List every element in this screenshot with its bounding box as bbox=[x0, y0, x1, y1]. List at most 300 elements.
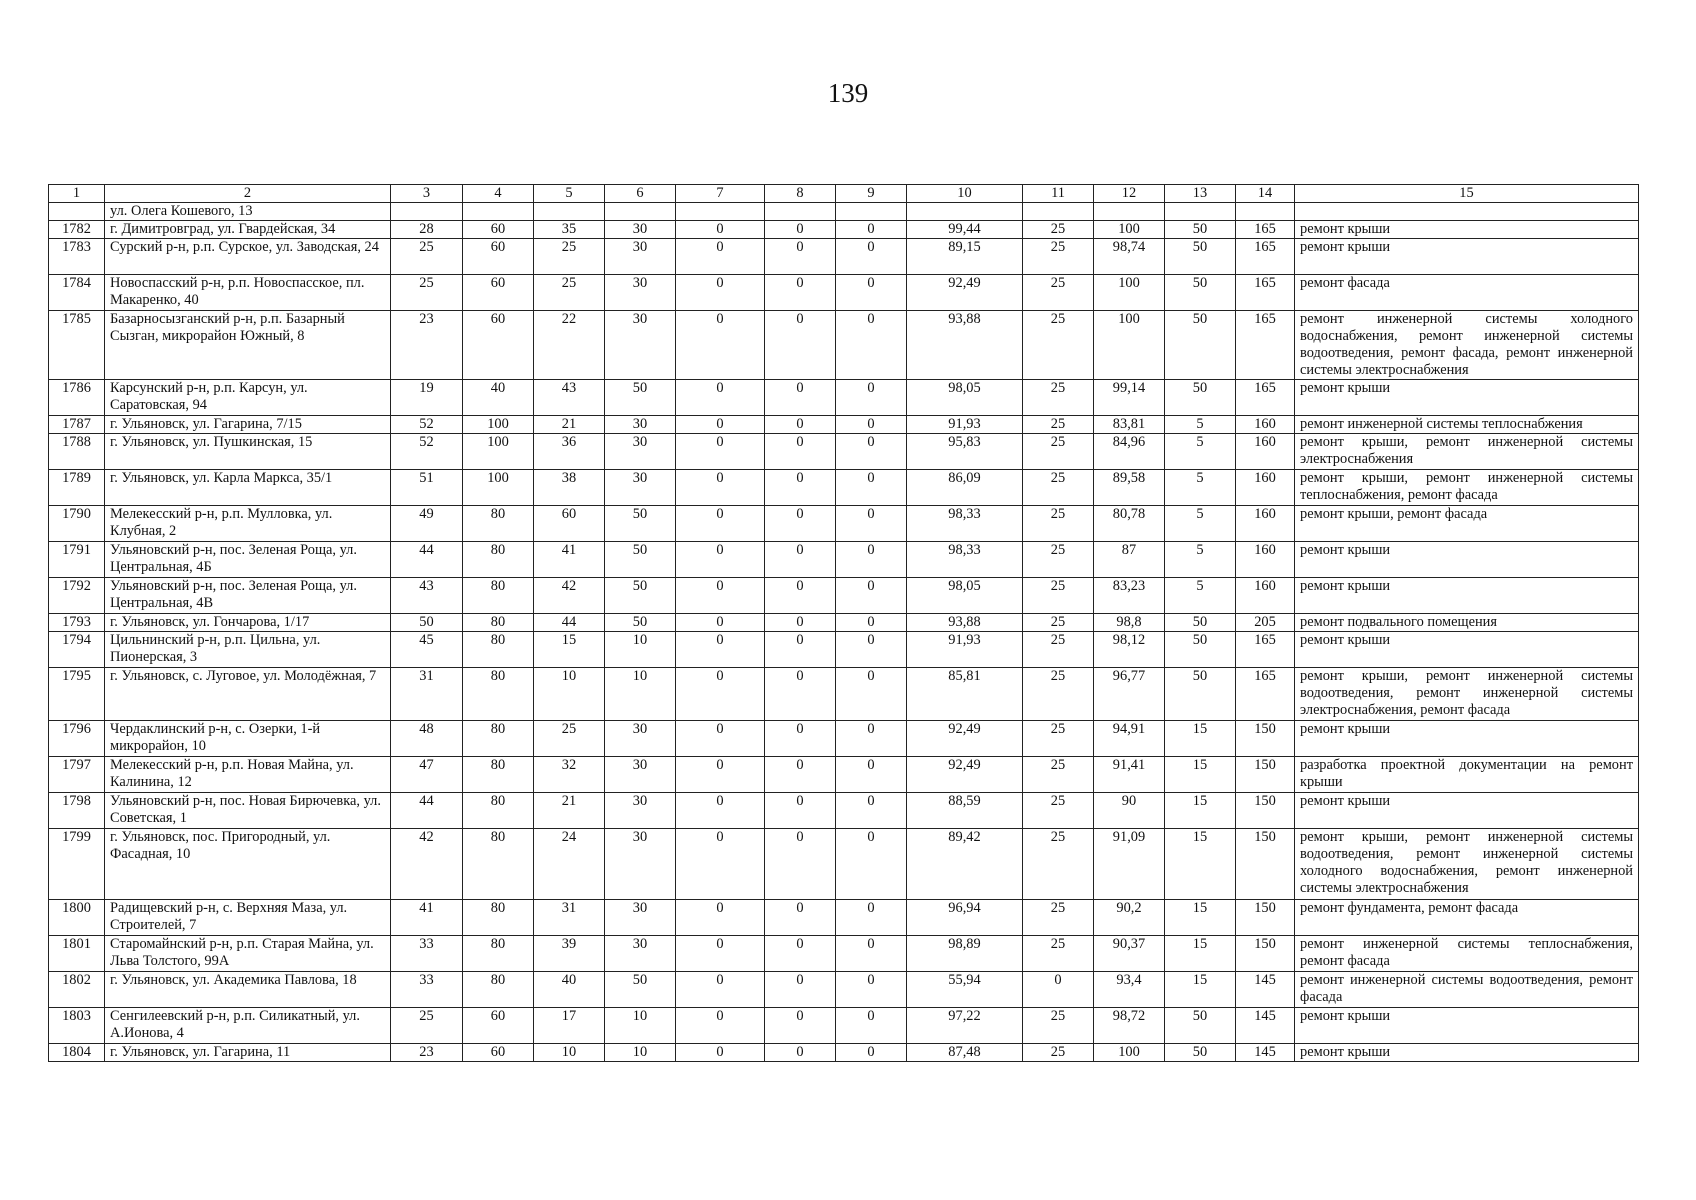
row-number-cell: 1788 bbox=[49, 434, 105, 470]
value-cell: 15 bbox=[1165, 972, 1236, 1008]
empty-cell bbox=[391, 203, 463, 221]
value-cell: 88,59 bbox=[907, 793, 1023, 829]
table-row bbox=[49, 668, 1639, 721]
value-cell: 150 bbox=[1236, 936, 1295, 972]
value-cell: 0 bbox=[765, 506, 836, 542]
value-cell: 24 bbox=[534, 829, 605, 900]
row-number-cell: 1804 bbox=[49, 1044, 105, 1062]
empty-cell bbox=[49, 203, 105, 221]
value-cell: 0 bbox=[765, 1044, 836, 1062]
empty-cell bbox=[534, 203, 605, 221]
row-number-cell: 1789 bbox=[49, 470, 105, 506]
value-cell: 80 bbox=[463, 578, 534, 614]
value-cell: 98,74 bbox=[1094, 239, 1165, 275]
empty-cell bbox=[765, 203, 836, 221]
value-cell: 10 bbox=[534, 1044, 605, 1062]
value-cell: 160 bbox=[1236, 470, 1295, 506]
value-cell: 0 bbox=[676, 275, 765, 311]
column-header: 1 bbox=[49, 185, 105, 203]
value-cell: 150 bbox=[1236, 721, 1295, 757]
works-cell: ремонт крыши, ремонт инженерной системы электроснабжения bbox=[1295, 434, 1639, 470]
value-cell: 92,49 bbox=[907, 757, 1023, 793]
row-number-cell: 1787 bbox=[49, 416, 105, 434]
value-cell: 47 bbox=[391, 757, 463, 793]
value-cell: 150 bbox=[1236, 900, 1295, 936]
value-cell: 96,77 bbox=[1094, 668, 1165, 721]
value-cell: 44 bbox=[391, 793, 463, 829]
value-cell: 0 bbox=[836, 275, 907, 311]
works-cell: ремонт фасада bbox=[1295, 275, 1639, 311]
value-cell: 100 bbox=[1094, 275, 1165, 311]
column-header: 10 bbox=[907, 185, 1023, 203]
value-cell: 0 bbox=[836, 632, 907, 668]
value-cell: 0 bbox=[676, 221, 765, 239]
value-cell: 0 bbox=[765, 542, 836, 578]
value-cell: 30 bbox=[605, 757, 676, 793]
value-cell: 30 bbox=[605, 275, 676, 311]
address-cell: Новоспасский р-н, р.п. Новоспасское, пл. Макаренко, 40 bbox=[105, 275, 391, 311]
value-cell: 89,42 bbox=[907, 829, 1023, 900]
row-number-cell: 1790 bbox=[49, 506, 105, 542]
empty-cell bbox=[463, 203, 534, 221]
value-cell: 0 bbox=[765, 614, 836, 632]
value-cell: 80 bbox=[463, 506, 534, 542]
value-cell: 10 bbox=[605, 668, 676, 721]
column-header: 6 bbox=[605, 185, 676, 203]
value-cell: 96,94 bbox=[907, 900, 1023, 936]
value-cell: 0 bbox=[676, 900, 765, 936]
value-cell: 50 bbox=[1165, 668, 1236, 721]
row-number-cell: 1799 bbox=[49, 829, 105, 900]
value-cell: 50 bbox=[1165, 311, 1236, 380]
value-cell: 165 bbox=[1236, 380, 1295, 416]
value-cell: 98,12 bbox=[1094, 632, 1165, 668]
value-cell: 25 bbox=[391, 1008, 463, 1044]
value-cell: 80 bbox=[463, 542, 534, 578]
value-cell: 25 bbox=[1023, 239, 1094, 275]
value-cell: 50 bbox=[605, 578, 676, 614]
value-cell: 15 bbox=[1165, 793, 1236, 829]
value-cell: 165 bbox=[1236, 239, 1295, 275]
value-cell: 0 bbox=[765, 668, 836, 721]
value-cell: 50 bbox=[1165, 275, 1236, 311]
value-cell: 100 bbox=[1094, 221, 1165, 239]
value-cell: 80 bbox=[463, 614, 534, 632]
address-cell: г. Ульяновск, ул. Гагарина, 7/15 bbox=[105, 416, 391, 434]
value-cell: 0 bbox=[765, 239, 836, 275]
value-cell: 41 bbox=[534, 542, 605, 578]
value-cell: 80 bbox=[463, 972, 534, 1008]
value-cell: 0 bbox=[836, 721, 907, 757]
value-cell: 160 bbox=[1236, 434, 1295, 470]
value-cell: 0 bbox=[676, 470, 765, 506]
row-number-cell: 1798 bbox=[49, 793, 105, 829]
value-cell: 90,37 bbox=[1094, 936, 1165, 972]
value-cell: 100 bbox=[463, 416, 534, 434]
address-cell: Цильнинский р-н, р.п. Цильна, ул. Пионерская, 3 bbox=[105, 632, 391, 668]
value-cell: 25 bbox=[1023, 380, 1094, 416]
value-cell: 145 bbox=[1236, 1044, 1295, 1062]
value-cell: 0 bbox=[836, 434, 907, 470]
value-cell: 25 bbox=[1023, 416, 1094, 434]
value-cell: 25 bbox=[1023, 275, 1094, 311]
value-cell: 50 bbox=[605, 972, 676, 1008]
works-cell: ремонт крыши, ремонт инженерной системы водоотведения, ремонт инженерной системы электроснабжения, ремонт фасада bbox=[1295, 668, 1639, 721]
value-cell: 32 bbox=[534, 757, 605, 793]
value-cell: 0 bbox=[765, 275, 836, 311]
value-cell: 0 bbox=[676, 632, 765, 668]
value-cell: 15 bbox=[1165, 900, 1236, 936]
value-cell: 31 bbox=[534, 900, 605, 936]
column-header: 12 bbox=[1094, 185, 1165, 203]
value-cell: 0 bbox=[765, 900, 836, 936]
repair-table bbox=[48, 184, 1639, 1062]
table-row bbox=[49, 829, 1639, 900]
row-number-cell: 1782 bbox=[49, 221, 105, 239]
value-cell: 15 bbox=[534, 632, 605, 668]
value-cell: 22 bbox=[534, 311, 605, 380]
value-cell: 0 bbox=[836, 416, 907, 434]
works-cell: ремонт инженерной системы теплоснабжения, ремонт фасада bbox=[1295, 936, 1639, 972]
address-cell: Базарносызганский р-н, р.п. Базарный Сызган, микрорайон Южный, 8 bbox=[105, 311, 391, 380]
table-row bbox=[49, 275, 1639, 311]
value-cell: 30 bbox=[605, 416, 676, 434]
value-cell: 50 bbox=[605, 542, 676, 578]
value-cell: 86,09 bbox=[907, 470, 1023, 506]
table-row bbox=[49, 470, 1639, 506]
value-cell: 95,83 bbox=[907, 434, 1023, 470]
empty-cell bbox=[1236, 203, 1295, 221]
value-cell: 87 bbox=[1094, 542, 1165, 578]
column-header: 3 bbox=[391, 185, 463, 203]
value-cell: 145 bbox=[1236, 1008, 1295, 1044]
works-cell: ремонт крыши bbox=[1295, 1044, 1639, 1062]
value-cell: 23 bbox=[391, 311, 463, 380]
value-cell: 60 bbox=[463, 1044, 534, 1062]
value-cell: 0 bbox=[765, 757, 836, 793]
value-cell: 0 bbox=[765, 470, 836, 506]
row-number-cell: 1797 bbox=[49, 757, 105, 793]
value-cell: 0 bbox=[765, 632, 836, 668]
value-cell: 99,14 bbox=[1094, 380, 1165, 416]
value-cell: 0 bbox=[836, 239, 907, 275]
value-cell: 92,49 bbox=[907, 275, 1023, 311]
value-cell: 25 bbox=[391, 275, 463, 311]
value-cell: 89,15 bbox=[907, 239, 1023, 275]
value-cell: 98,33 bbox=[907, 542, 1023, 578]
value-cell: 33 bbox=[391, 936, 463, 972]
value-cell: 23 bbox=[391, 1044, 463, 1062]
value-cell: 50 bbox=[605, 380, 676, 416]
continuation-row bbox=[49, 203, 1639, 221]
works-cell: ремонт крыши bbox=[1295, 380, 1639, 416]
value-cell: 41 bbox=[391, 900, 463, 936]
address-cell: Чердаклинский р-н, с. Озерки, 1-й микрорайон, 10 bbox=[105, 721, 391, 757]
value-cell: 35 bbox=[534, 221, 605, 239]
value-cell: 0 bbox=[836, 614, 907, 632]
works-cell: ремонт крыши bbox=[1295, 793, 1639, 829]
table-row bbox=[49, 506, 1639, 542]
value-cell: 0 bbox=[676, 434, 765, 470]
column-header: 8 bbox=[765, 185, 836, 203]
value-cell: 90 bbox=[1094, 793, 1165, 829]
value-cell: 52 bbox=[391, 416, 463, 434]
value-cell: 99,44 bbox=[907, 221, 1023, 239]
value-cell: 0 bbox=[676, 757, 765, 793]
address-cell: г. Димитровград, ул. Гвардейская, 34 bbox=[105, 221, 391, 239]
value-cell: 0 bbox=[765, 793, 836, 829]
value-cell: 80 bbox=[463, 900, 534, 936]
table-row bbox=[49, 614, 1639, 632]
address-cell: Карсунский р-н, р.п. Карсун, ул. Саратовская, 94 bbox=[105, 380, 391, 416]
value-cell: 0 bbox=[836, 793, 907, 829]
row-number-cell: 1803 bbox=[49, 1008, 105, 1044]
value-cell: 40 bbox=[463, 380, 534, 416]
table-row bbox=[49, 972, 1639, 1008]
value-cell: 30 bbox=[605, 311, 676, 380]
value-cell: 19 bbox=[391, 380, 463, 416]
works-cell: ремонт крыши, ремонт фасада bbox=[1295, 506, 1639, 542]
works-cell: ремонт фундамента, ремонт фасада bbox=[1295, 900, 1639, 936]
value-cell: 33 bbox=[391, 972, 463, 1008]
works-cell: ремонт крыши bbox=[1295, 221, 1639, 239]
value-cell: 48 bbox=[391, 721, 463, 757]
works-cell: ремонт крыши, ремонт инженерной системы теплоснабжения, ремонт фасада bbox=[1295, 470, 1639, 506]
value-cell: 30 bbox=[605, 900, 676, 936]
value-cell: 50 bbox=[1165, 380, 1236, 416]
value-cell: 25 bbox=[1023, 542, 1094, 578]
value-cell: 5 bbox=[1165, 542, 1236, 578]
value-cell: 0 bbox=[836, 972, 907, 1008]
value-cell: 30 bbox=[605, 470, 676, 506]
value-cell: 5 bbox=[1165, 416, 1236, 434]
address-cell: Сурский р-н, р.п. Сурское, ул. Заводская, 24 bbox=[105, 239, 391, 275]
value-cell: 15 bbox=[1165, 936, 1236, 972]
value-cell: 100 bbox=[1094, 311, 1165, 380]
value-cell: 0 bbox=[765, 380, 836, 416]
works-cell: ремонт инженерной системы водоотведения, ремонт фасада bbox=[1295, 972, 1639, 1008]
value-cell: 50 bbox=[1165, 632, 1236, 668]
row-number-cell: 1802 bbox=[49, 972, 105, 1008]
value-cell: 25 bbox=[1023, 1044, 1094, 1062]
works-cell: ремонт крыши bbox=[1295, 578, 1639, 614]
value-cell: 30 bbox=[605, 721, 676, 757]
value-cell: 30 bbox=[605, 936, 676, 972]
value-cell: 91,93 bbox=[907, 632, 1023, 668]
value-cell: 0 bbox=[676, 506, 765, 542]
row-number-cell: 1795 bbox=[49, 668, 105, 721]
value-cell: 30 bbox=[605, 434, 676, 470]
value-cell: 0 bbox=[836, 1008, 907, 1044]
table-row bbox=[49, 578, 1639, 614]
works-cell: ремонт инженерной системы холодного водоснабжения, ремонт инженерной системы водоотведения, ремонт фасада, ремонт инженерной системы электроснабжения bbox=[1295, 311, 1639, 380]
value-cell: 25 bbox=[534, 721, 605, 757]
value-cell: 50 bbox=[605, 506, 676, 542]
value-cell: 50 bbox=[1165, 239, 1236, 275]
address-cell: г. Ульяновск, пос. Пригородный, ул. Фасадная, 10 bbox=[105, 829, 391, 900]
value-cell: 15 bbox=[1165, 829, 1236, 900]
value-cell: 0 bbox=[676, 380, 765, 416]
value-cell: 98,05 bbox=[907, 380, 1023, 416]
value-cell: 0 bbox=[676, 416, 765, 434]
value-cell: 25 bbox=[391, 239, 463, 275]
row-number-cell: 1792 bbox=[49, 578, 105, 614]
empty-cell bbox=[907, 203, 1023, 221]
value-cell: 0 bbox=[676, 578, 765, 614]
value-cell: 21 bbox=[534, 793, 605, 829]
value-cell: 97,22 bbox=[907, 1008, 1023, 1044]
value-cell: 0 bbox=[836, 311, 907, 380]
value-cell: 0 bbox=[676, 311, 765, 380]
value-cell: 25 bbox=[1023, 614, 1094, 632]
value-cell: 80 bbox=[463, 632, 534, 668]
column-header: 11 bbox=[1023, 185, 1094, 203]
value-cell: 0 bbox=[765, 416, 836, 434]
value-cell: 25 bbox=[1023, 1008, 1094, 1044]
value-cell: 165 bbox=[1236, 632, 1295, 668]
value-cell: 50 bbox=[1165, 221, 1236, 239]
value-cell: 15 bbox=[1165, 721, 1236, 757]
value-cell: 50 bbox=[605, 614, 676, 632]
value-cell: 98,8 bbox=[1094, 614, 1165, 632]
address-cell: г. Ульяновск, ул. Академика Павлова, 18 bbox=[105, 972, 391, 1008]
value-cell: 160 bbox=[1236, 542, 1295, 578]
value-cell: 25 bbox=[1023, 311, 1094, 380]
table-row bbox=[49, 380, 1639, 416]
value-cell: 43 bbox=[391, 578, 463, 614]
works-cell: ремонт крыши, ремонт инженерной системы водоотведения, ремонт инженерной системы холодного водоснабжения, ремонт инженерной системы электроснабжения bbox=[1295, 829, 1639, 900]
value-cell: 80 bbox=[463, 793, 534, 829]
value-cell: 87,48 bbox=[907, 1044, 1023, 1062]
value-cell: 160 bbox=[1236, 578, 1295, 614]
value-cell: 40 bbox=[534, 972, 605, 1008]
value-cell: 39 bbox=[534, 936, 605, 972]
value-cell: 25 bbox=[534, 275, 605, 311]
value-cell: 0 bbox=[676, 721, 765, 757]
value-cell: 91,09 bbox=[1094, 829, 1165, 900]
works-cell: ремонт крыши bbox=[1295, 542, 1639, 578]
value-cell: 0 bbox=[836, 829, 907, 900]
header-row bbox=[49, 185, 1639, 203]
value-cell: 98,05 bbox=[907, 578, 1023, 614]
value-cell: 80 bbox=[463, 668, 534, 721]
value-cell: 0 bbox=[836, 221, 907, 239]
value-cell: 150 bbox=[1236, 793, 1295, 829]
row-number-cell: 1791 bbox=[49, 542, 105, 578]
value-cell: 205 bbox=[1236, 614, 1295, 632]
table-row bbox=[49, 721, 1639, 757]
value-cell: 25 bbox=[1023, 506, 1094, 542]
value-cell: 25 bbox=[1023, 757, 1094, 793]
value-cell: 150 bbox=[1236, 829, 1295, 900]
value-cell: 25 bbox=[534, 239, 605, 275]
value-cell: 93,88 bbox=[907, 311, 1023, 380]
value-cell: 0 bbox=[676, 239, 765, 275]
works-cell: ремонт крыши bbox=[1295, 1008, 1639, 1044]
value-cell: 0 bbox=[765, 936, 836, 972]
table-row bbox=[49, 434, 1639, 470]
value-cell: 42 bbox=[534, 578, 605, 614]
row-number-cell: 1785 bbox=[49, 311, 105, 380]
value-cell: 84,96 bbox=[1094, 434, 1165, 470]
value-cell: 60 bbox=[463, 311, 534, 380]
value-cell: 100 bbox=[463, 434, 534, 470]
value-cell: 45 bbox=[391, 632, 463, 668]
value-cell: 44 bbox=[391, 542, 463, 578]
empty-cell bbox=[1023, 203, 1094, 221]
value-cell: 90,2 bbox=[1094, 900, 1165, 936]
value-cell: 0 bbox=[836, 900, 907, 936]
works-cell: ремонт подвального помещения bbox=[1295, 614, 1639, 632]
value-cell: 60 bbox=[463, 275, 534, 311]
value-cell: 25 bbox=[1023, 793, 1094, 829]
value-cell: 44 bbox=[534, 614, 605, 632]
value-cell: 98,72 bbox=[1094, 1008, 1165, 1044]
value-cell: 0 bbox=[676, 936, 765, 972]
value-cell: 0 bbox=[765, 311, 836, 380]
table-row bbox=[49, 221, 1639, 239]
value-cell: 145 bbox=[1236, 972, 1295, 1008]
value-cell: 150 bbox=[1236, 757, 1295, 793]
value-cell: 80 bbox=[463, 829, 534, 900]
value-cell: 98,33 bbox=[907, 506, 1023, 542]
value-cell: 93,88 bbox=[907, 614, 1023, 632]
value-cell: 10 bbox=[605, 1044, 676, 1062]
value-cell: 21 bbox=[534, 416, 605, 434]
value-cell: 91,41 bbox=[1094, 757, 1165, 793]
value-cell: 0 bbox=[676, 668, 765, 721]
value-cell: 38 bbox=[534, 470, 605, 506]
value-cell: 83,81 bbox=[1094, 416, 1165, 434]
address-cell: г. Ульяновск, ул. Пушкинская, 15 bbox=[105, 434, 391, 470]
empty-cell bbox=[1165, 203, 1236, 221]
value-cell: 0 bbox=[836, 470, 907, 506]
works-cell: разработка проектной документации на ремонт крыши bbox=[1295, 757, 1639, 793]
value-cell: 25 bbox=[1023, 632, 1094, 668]
value-cell: 100 bbox=[1094, 1044, 1165, 1062]
value-cell: 55,94 bbox=[907, 972, 1023, 1008]
value-cell: 42 bbox=[391, 829, 463, 900]
row-number-cell: 1783 bbox=[49, 239, 105, 275]
value-cell: 0 bbox=[676, 1008, 765, 1044]
value-cell: 60 bbox=[463, 221, 534, 239]
value-cell: 0 bbox=[765, 721, 836, 757]
value-cell: 0 bbox=[676, 614, 765, 632]
column-header: 5 bbox=[534, 185, 605, 203]
value-cell: 25 bbox=[1023, 900, 1094, 936]
value-cell: 51 bbox=[391, 470, 463, 506]
value-cell: 160 bbox=[1236, 506, 1295, 542]
table-row bbox=[49, 793, 1639, 829]
value-cell: 15 bbox=[1165, 757, 1236, 793]
address-cell: г. Ульяновск, с. Луговое, ул. Молодёжная, 7 bbox=[105, 668, 391, 721]
value-cell: 10 bbox=[534, 668, 605, 721]
value-cell: 80 bbox=[463, 757, 534, 793]
value-cell: 93,4 bbox=[1094, 972, 1165, 1008]
empty-cell bbox=[1094, 203, 1165, 221]
address-cell: Старомайнский р-н, р.п. Старая Майна, ул. Льва Толстого, 99А bbox=[105, 936, 391, 972]
value-cell: 50 bbox=[1165, 1008, 1236, 1044]
value-cell: 5 bbox=[1165, 434, 1236, 470]
value-cell: 80 bbox=[463, 936, 534, 972]
value-cell: 5 bbox=[1165, 578, 1236, 614]
value-cell: 36 bbox=[534, 434, 605, 470]
value-cell: 98,89 bbox=[907, 936, 1023, 972]
value-cell: 30 bbox=[605, 829, 676, 900]
value-cell: 10 bbox=[605, 632, 676, 668]
value-cell: 91,93 bbox=[907, 416, 1023, 434]
value-cell: 85,81 bbox=[907, 668, 1023, 721]
